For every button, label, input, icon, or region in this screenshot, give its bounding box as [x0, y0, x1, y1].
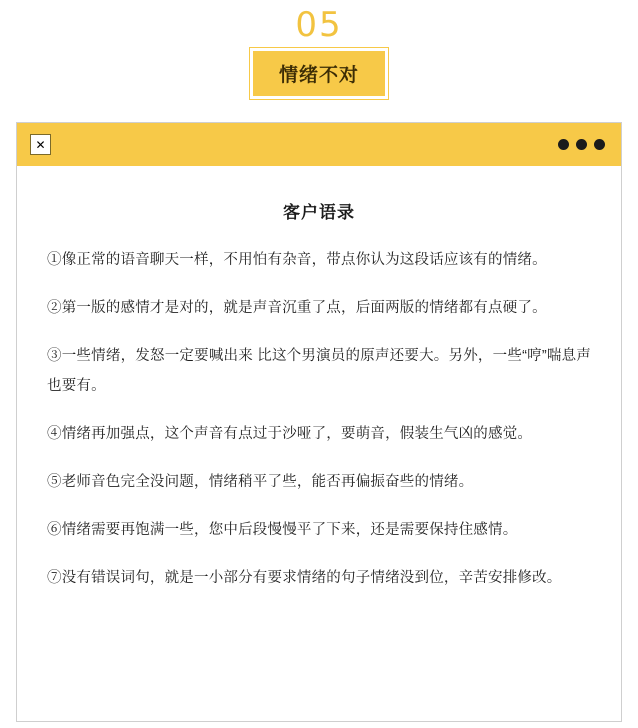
quote-item: ②第一版的感情才是对的，就是声音沉重了点，后面两版的情绪都有点硬了。 [47, 300, 547, 316]
quote-item: ①像正常的语音聊天一样，不用怕有杂音，带点你认为这段话应该有的情绪。 [47, 252, 547, 268]
close-icon[interactable]: ✕ [30, 134, 51, 155]
more-dots-icon[interactable] [558, 139, 605, 150]
section-title-chip [250, 48, 388, 99]
content-card [16, 122, 622, 722]
dot-2 [576, 139, 587, 150]
quote-item: ④情绪再加强点，这个声音有点过于沙哑了，要萌音，假装生气凶的感觉。 [47, 426, 533, 442]
quote-item: ⑦没有错误词句，就是一小部分有要求情绪的句子情绪没到位，辛苦安排修改。 [47, 570, 562, 586]
quote-item: ⑥情绪需要再饱满一些，您中后段慢慢平了下来，还是需要保持住感情。 [47, 522, 518, 538]
document-title: 客户语录 [283, 203, 355, 222]
section-number: 05 [295, 5, 343, 45]
dot-3 [594, 139, 605, 150]
dot-1 [558, 139, 569, 150]
header-badge [0, 0, 638, 99]
quote-item: ③一些情绪，发怒一定要喊出来 比这个男演员的原声还要大。另外，一些“哼”喘息声也要有。 [47, 348, 591, 394]
quote-item: ⑤老师音色完全没问题，情绪稍平了些，能否再偏振奋些的情绪。 [47, 474, 474, 490]
card-body [17, 166, 621, 593]
section-title: 情绪不对 [278, 65, 359, 86]
card-titlebar [17, 123, 621, 166]
